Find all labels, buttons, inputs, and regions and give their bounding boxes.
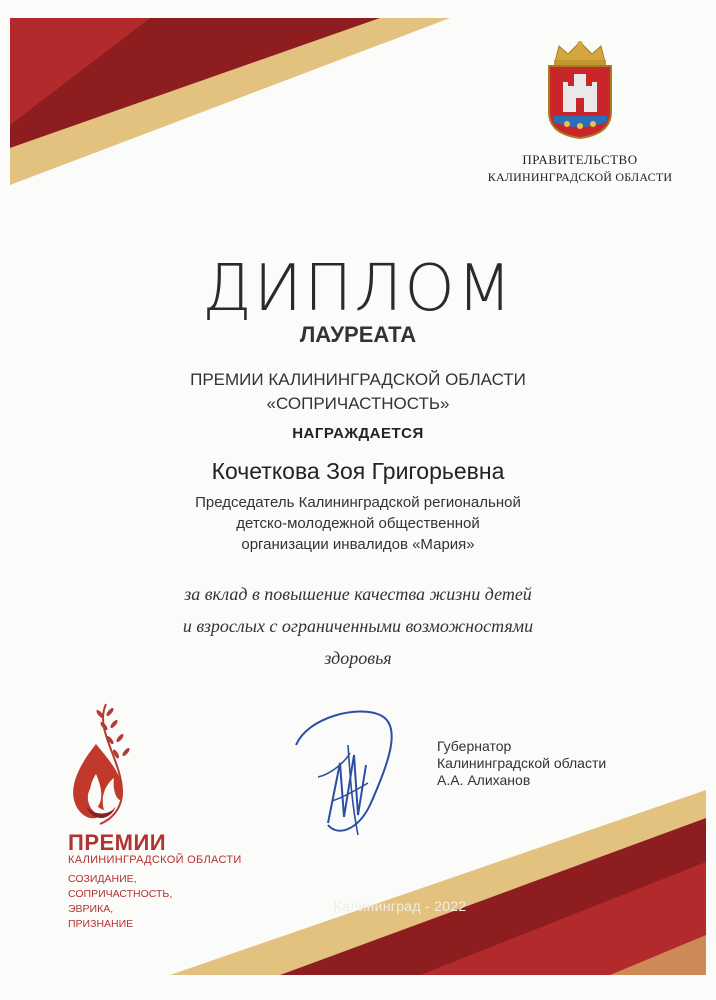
award-name-line-2: «СОПРИЧАСТНОСТЬ» [266, 394, 450, 413]
issuer-subtitle: КАЛИНИНГРАДСКОЙ ОБЛАСТИ [487, 170, 673, 184]
recipient-position-line: Председатель Калининградской региональной [195, 494, 521, 511]
award-reason-line: и взрослых с ограниченными возможностями [182, 616, 534, 636]
award-reason-line: здоровья [324, 648, 392, 668]
coat-of-arms-icon [541, 40, 619, 140]
diploma-subtitle: ЛАУРЕАТА [299, 322, 417, 347]
award-value: ПРИЗНАНИЕ [68, 918, 134, 930]
recipient-position-line: детско-молодежной общественной [236, 515, 480, 532]
issuer-block [470, 40, 690, 185]
award-value: ЭВРИКА, [68, 903, 114, 915]
recipient-position-line: организации инвалидов «Мария» [241, 536, 475, 553]
award-name-line-1: ПРЕМИИ КАЛИНИНГРАДСКОЙ ОБЛАСТИ [190, 370, 526, 389]
award-value: СОПРИЧАСТНОСТЬ, [68, 888, 173, 900]
place-and-year: Калининград - 2022 [333, 898, 467, 914]
award-brand-region: КАЛИНИНГРАДСКОЙ ОБЛАСТИ [68, 854, 242, 866]
recipient-name: Кочеткова Зоя Григорьевна [211, 458, 505, 484]
signatory-line: Губернатор [437, 738, 512, 754]
award-reason [0, 578, 716, 674]
flame-wreath-icon [66, 700, 136, 830]
awarded-label: НАГРАЖДАЕТСЯ [292, 425, 424, 442]
award-brand-name: ПРЕМИИ [68, 830, 167, 855]
award-brand-values [68, 872, 172, 932]
handwritten-signature [288, 705, 428, 845]
diploma-title: ДИПЛОМ [202, 252, 514, 326]
issuer-title: ПРАВИТЕЛЬСТВО [522, 152, 638, 167]
award-reason-line: за вклад в повышение качества жизни детей [184, 584, 532, 604]
signatory-line: Калининградской области [437, 755, 607, 771]
signatory-line: А.А. Алиханов [437, 772, 531, 788]
award-value: СОЗИДАНИЕ, [68, 873, 137, 885]
recipient-position [0, 492, 716, 555]
signatory-block [437, 738, 606, 789]
